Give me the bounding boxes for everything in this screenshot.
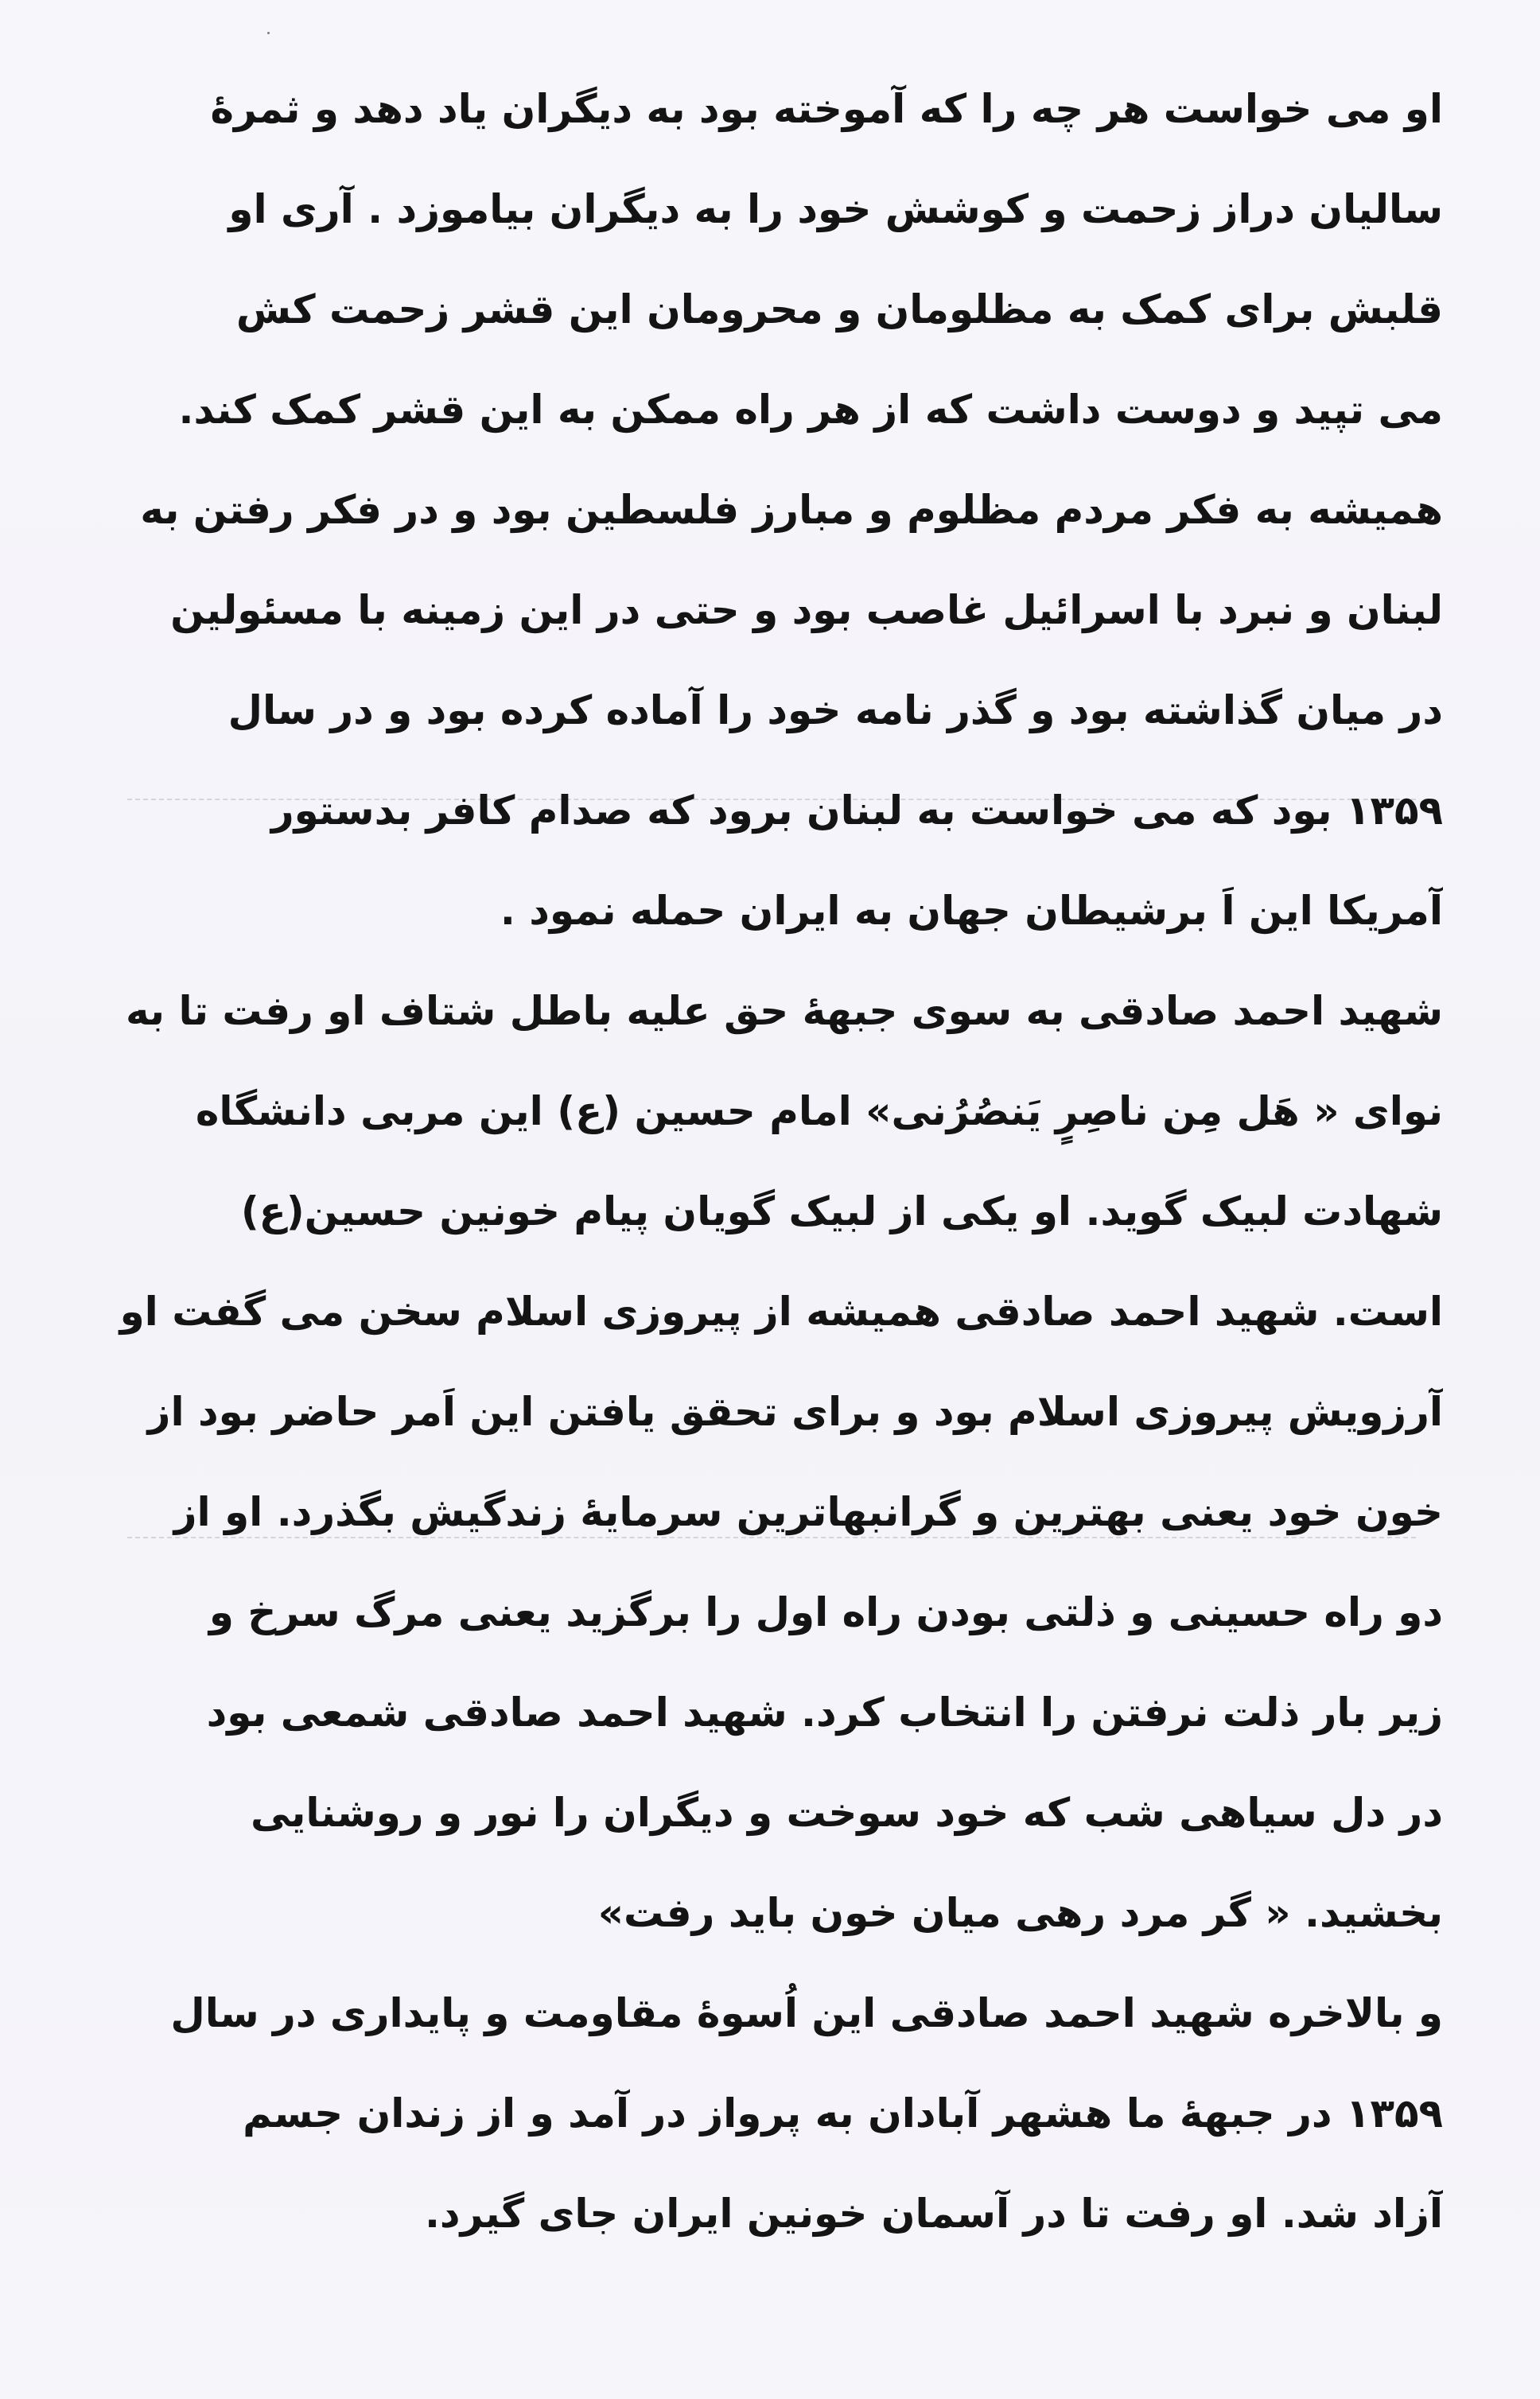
text-line: نوای « هَل مِن ناصِرٍ یَنصُرُنی» امام حسین (ع) این مربی دانشگاه: [195, 1088, 1443, 1134]
text-line: است. شهید احمد صادقی همیشه از پیروزی اسلام سخن می گفت او: [119, 1289, 1443, 1335]
text-line: او می خواست هر چه را که آموخته بود به دیگران یاد دهد و ثمرۀ: [210, 86, 1443, 132]
scan-speck: [267, 32, 270, 34]
text-line: زیر بار ذلت نرفتن را انتخاب کرد. شهید احمد صادقی شمعی بود: [206, 1689, 1443, 1736]
text-line: و بالاخره شهید احمد صادقی این اُسوۀ مقاومت و پایداری در سال: [170, 1990, 1443, 2036]
text-line: در دل سیاهی شب که خود سوخت و دیگران را نور و روشنایی: [251, 1790, 1443, 1836]
text-line: بخشید. « گر مرد رهی میان خون باید رفت»: [597, 1890, 1443, 1936]
text-line: می تپید و دوست داشت که از هر راه ممکن به این قشر کمک کند.: [178, 387, 1443, 433]
text-line: ۱۳۵۹ بود که می خواست به لبنان برود که صدام کافر بدستور: [270, 787, 1443, 834]
text-line: شهادت لبیک گوید. او یکی از لبیک گویان پیام خونین حسین(ع): [240, 1188, 1443, 1234]
text-line: ۱۳۵۹ در جبهۀ ما هشهر آبادان به پرواز در آمد و از زندان جسم: [243, 2090, 1443, 2137]
text-line: سالیان دراز زحمت و کوشش خود را به دیگران بیاموزد . آری او: [228, 186, 1443, 232]
text-line: در میان گذاشته بود و گذر نامه خود را آماده کرده بود و در سال: [228, 687, 1443, 733]
body-text: [110, 59, 1443, 2264]
text-line: آزاد شد. او رفت تا در آسمان خونین ایران جای گیرد.: [424, 2191, 1443, 2237]
text-line: لبنان و نبرد با اسرائیل غاصب بود و حتی در این زمینه با مسئولین: [170, 587, 1443, 633]
text-line: قلبش برای کمک به مظلومان و محرومان این قشر زحمت کش: [235, 286, 1443, 332]
text-line: آمریکا این اَ برشیطان جهان به ایران حمله نمود .: [500, 888, 1443, 934]
text-line: همیشه به فکر مردم مظلوم و مبارز فلسطین بود و در فکر رفتن به: [140, 487, 1443, 533]
text-line: آرزویش پیروزی اسلام بود و برای تحقق یافتن این اَمر حاضر بود از: [147, 1389, 1443, 1435]
text-line: شهید احمد صادقی به سوی جبهۀ حق علیه باطل شتاف او رفت تا به: [125, 988, 1443, 1034]
text-line: دو راه حسینی و ذلتی بودن راه اول را برگزید یعنی مرگ سرخ و: [208, 1589, 1443, 1635]
text-line: خون خود یعنی بهترین و گرانبهاترین سرمایۀ زندگیش بگذرد. او از: [173, 1489, 1443, 1535]
